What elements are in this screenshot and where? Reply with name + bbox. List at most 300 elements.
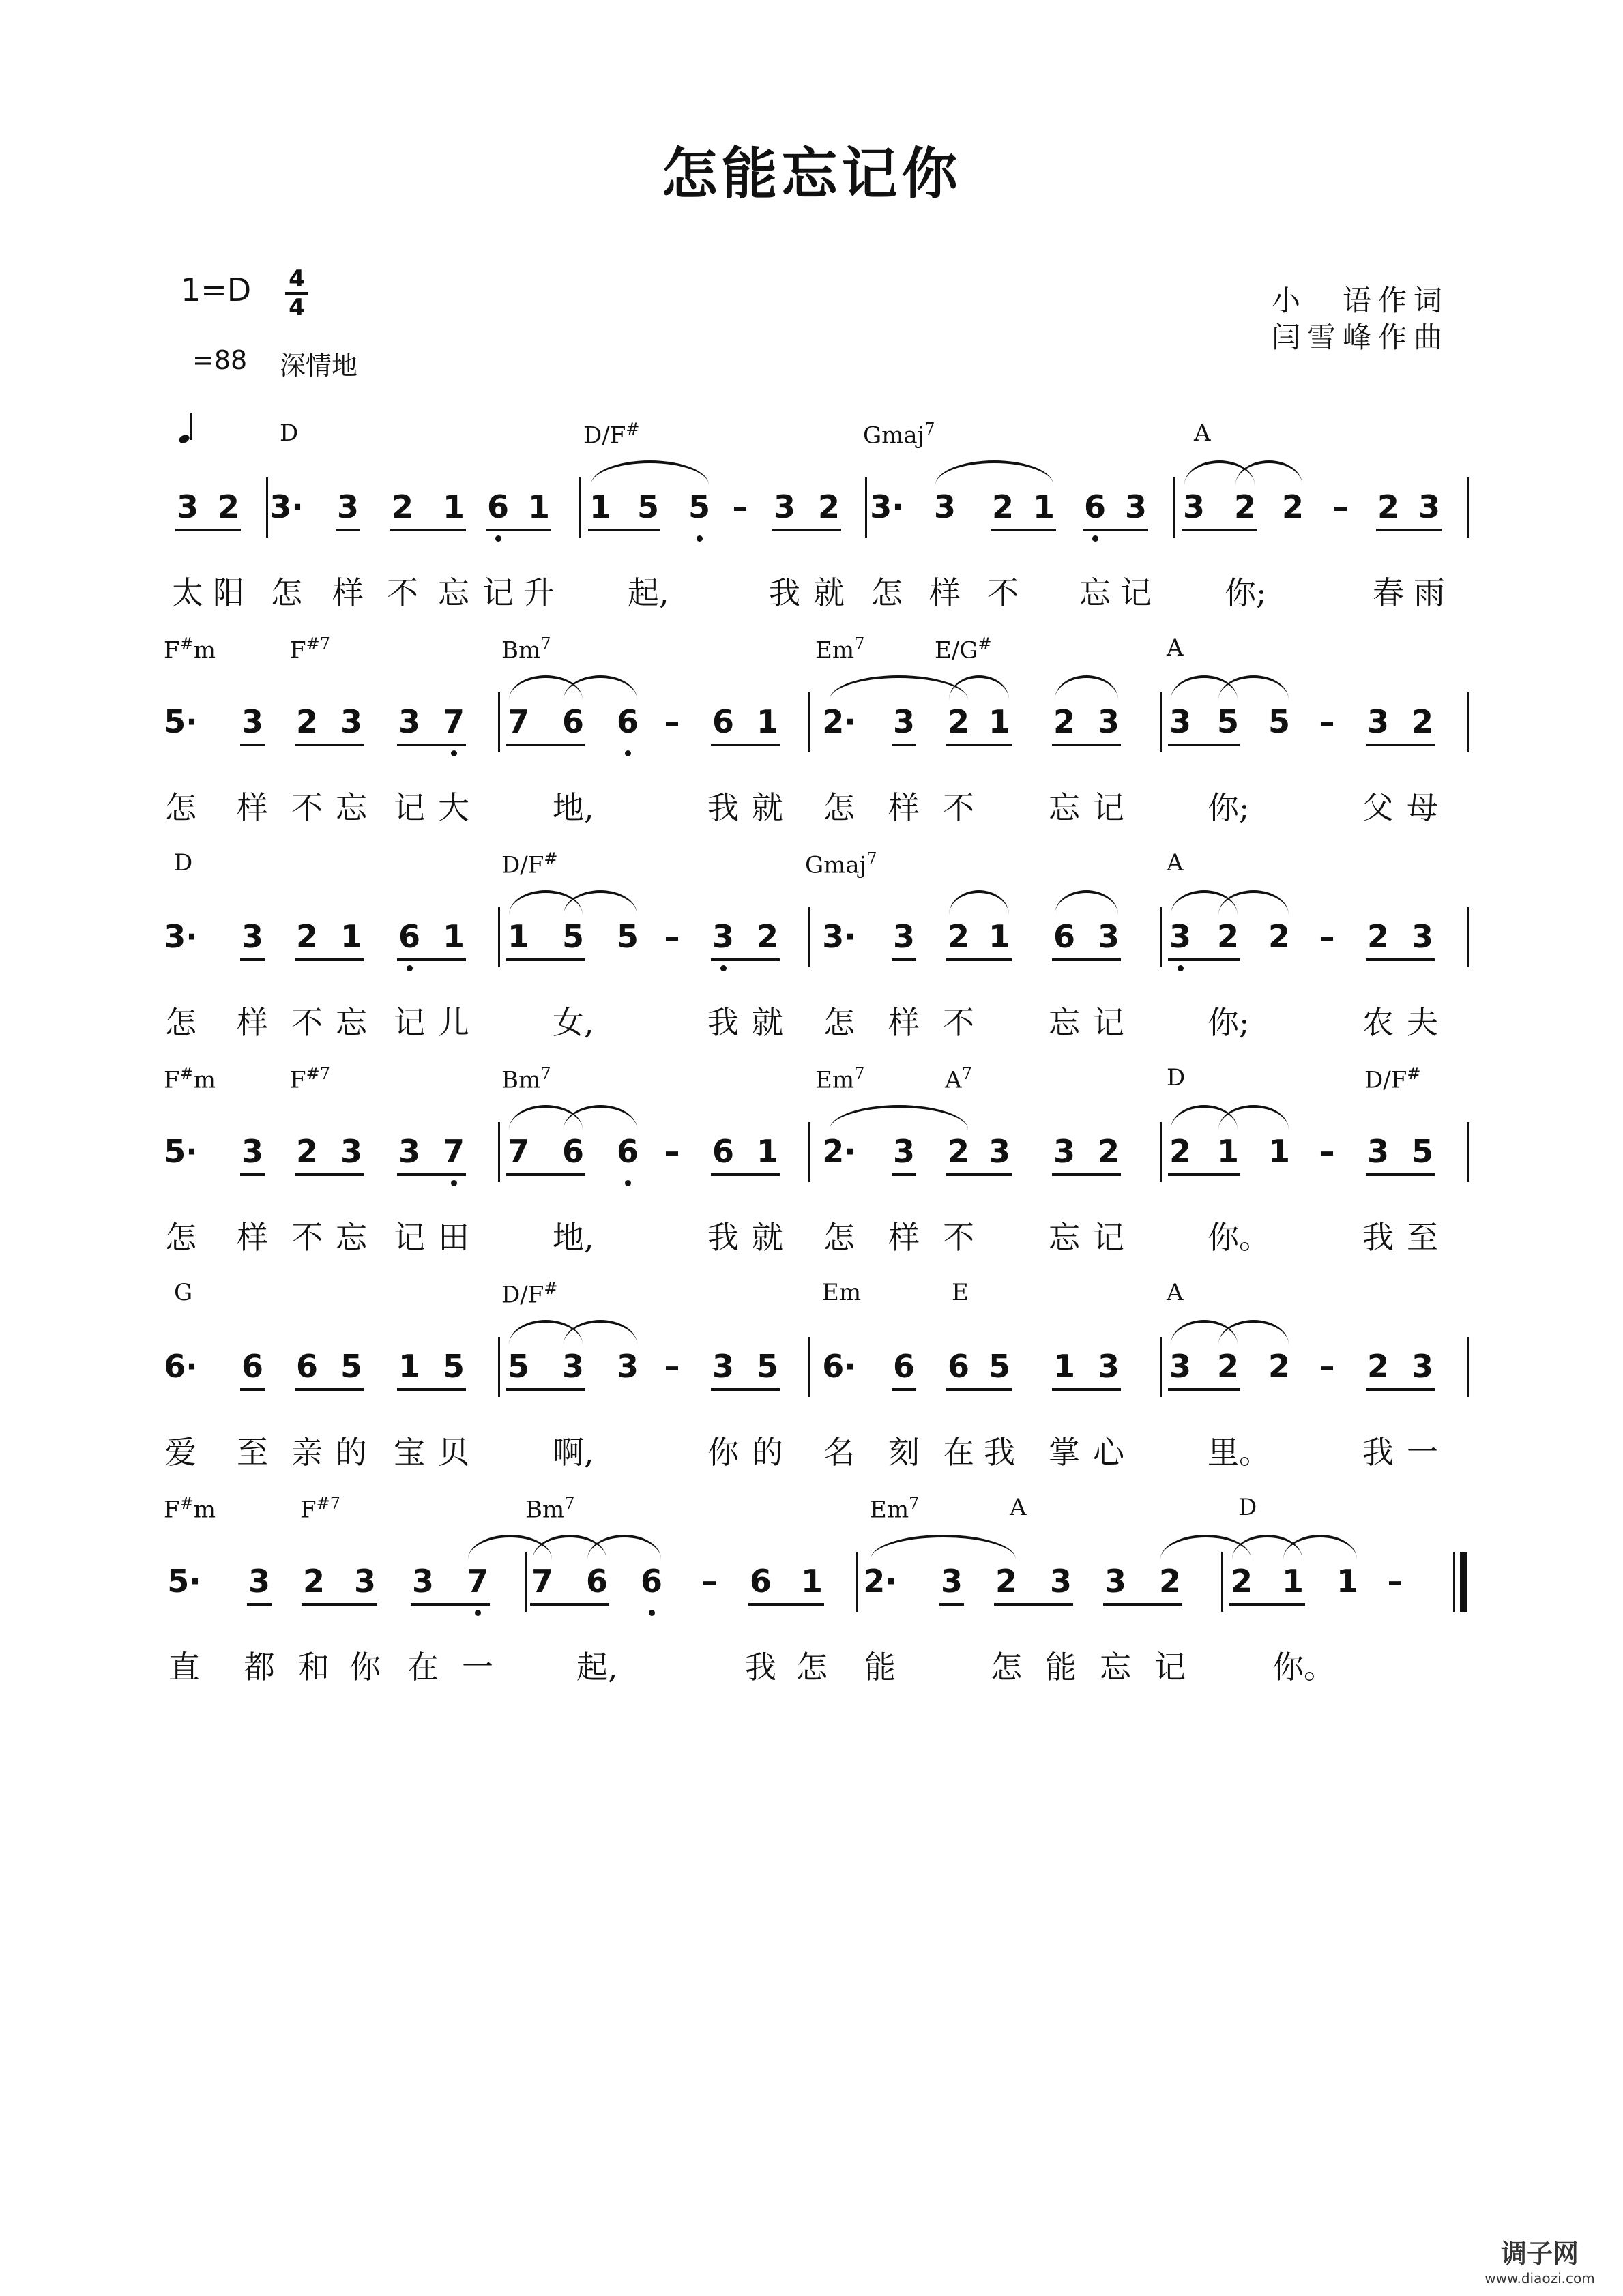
jianpu-note: 2 xyxy=(947,703,969,740)
slur-tie xyxy=(949,675,1009,700)
barline xyxy=(498,692,500,752)
jianpu-note: – xyxy=(1319,1348,1335,1385)
lyric-char: 贝 xyxy=(438,1434,469,1471)
jianpu-note: 1 xyxy=(1336,1563,1358,1600)
lyric-char: 不 xyxy=(943,1219,974,1256)
jianpu-note: 3 xyxy=(1366,703,1389,740)
chord-symbol: Em$^7$ xyxy=(870,1494,920,1524)
staff-row-2 xyxy=(0,634,1623,853)
lyric-char: 不 xyxy=(943,1004,974,1041)
lyric-char: 忘 xyxy=(336,789,367,826)
lyric-char: 直 xyxy=(169,1649,200,1686)
lyric-char: 一 xyxy=(1407,1434,1438,1471)
chord-symbol: Bm$^7$ xyxy=(525,1494,575,1524)
staff-row-5 xyxy=(0,1279,1623,1497)
beam-underline xyxy=(1168,1388,1240,1391)
jianpu-note: 1 xyxy=(1268,1133,1290,1170)
chord-symbol: D xyxy=(174,849,193,877)
lyric-char: 我 xyxy=(707,1219,739,1256)
chord-symbol: D xyxy=(1238,1494,1257,1521)
jianpu-note: – xyxy=(1319,703,1335,740)
jianpu-note: 3 xyxy=(561,1348,584,1385)
jianpu-note: 3 xyxy=(1411,918,1433,955)
jianpu-note: 1 xyxy=(589,488,611,525)
lyric-char: 至 xyxy=(1407,1219,1438,1256)
barline xyxy=(266,477,268,538)
beam-underline xyxy=(397,1388,466,1391)
lyric-char: 记 xyxy=(482,574,514,611)
song-title: 怎能忘记你 xyxy=(661,142,962,207)
watermark-name: 调子网 xyxy=(1500,2239,1579,2269)
lyric-char: 怎 xyxy=(823,789,855,826)
slur-tie xyxy=(564,675,637,700)
barline xyxy=(808,907,810,967)
lyric-char: 不 xyxy=(943,789,974,826)
lyric-char: 怎 xyxy=(165,1219,196,1256)
beam-underline xyxy=(772,529,841,531)
jianpu-note: 2 xyxy=(295,703,318,740)
slur-tie xyxy=(564,1105,637,1130)
lyric-char: 忘 xyxy=(1100,1649,1131,1686)
jianpu-note: 2 xyxy=(1216,1348,1239,1385)
octave-dot xyxy=(720,965,727,971)
lyric-char: 起, xyxy=(576,1649,618,1686)
lyric-char: 我 xyxy=(707,789,739,826)
beam-underline xyxy=(397,744,466,746)
lyric-char: 阳 xyxy=(213,574,244,611)
jianpu-note: 6· xyxy=(822,1348,856,1385)
jianpu-note: 3 xyxy=(616,1348,639,1385)
slur-tie xyxy=(871,1535,1016,1559)
jianpu-note: – xyxy=(1332,488,1349,525)
jianpu-note: 2 xyxy=(391,488,413,525)
lyric-char: 一 xyxy=(462,1649,493,1686)
beam-underline xyxy=(1052,1388,1121,1391)
jianpu-note: 5 xyxy=(507,1348,529,1385)
beam-underline xyxy=(1366,1388,1435,1391)
jianpu-note: 6 xyxy=(947,1348,969,1385)
jianpu-note: 2 xyxy=(1097,1133,1120,1170)
beam-underline xyxy=(711,1173,780,1176)
lyric-char: 在 xyxy=(943,1434,974,1471)
jianpu-note: 3 xyxy=(1169,1348,1191,1385)
slur-tie xyxy=(591,460,709,485)
beam-underline xyxy=(892,1173,916,1176)
beam-underline xyxy=(892,958,916,961)
jianpu-note: 5 xyxy=(637,488,659,525)
lyric-char: 掌 xyxy=(1049,1434,1080,1471)
octave-dot xyxy=(407,965,413,971)
lyric-char: 你 xyxy=(707,1434,739,1471)
lyric-char: 不 xyxy=(387,574,418,611)
jianpu-note: 3 xyxy=(1124,488,1147,525)
lyric-char: 地, xyxy=(553,1219,594,1256)
lyric-char: 你; xyxy=(1208,1004,1250,1041)
barline xyxy=(1160,1122,1162,1182)
barline xyxy=(808,1122,810,1182)
jianpu-note: 3 xyxy=(1097,1348,1120,1385)
lyric-char: 宝 xyxy=(394,1434,425,1471)
lyric-char: 爱 xyxy=(165,1434,196,1471)
lyric-char: 怎 xyxy=(991,1649,1022,1686)
beam-underline xyxy=(939,1603,964,1606)
jianpu-note: – xyxy=(664,1348,680,1385)
jianpu-note: 3 xyxy=(176,488,199,525)
jianpu-note: 5 xyxy=(1268,703,1290,740)
octave-dot xyxy=(1092,535,1098,542)
jianpu-note: 5· xyxy=(164,703,198,740)
chord-symbol: F#m xyxy=(164,1064,216,1094)
lyric-char: 样 xyxy=(888,1219,920,1256)
beam-underline xyxy=(506,1173,585,1176)
octave-dot xyxy=(625,1180,631,1186)
chord-symbol: Bm$^7$ xyxy=(501,634,551,664)
beam-underline xyxy=(506,1388,585,1391)
beam-underline xyxy=(1168,958,1240,961)
lyric-char: 记 xyxy=(1120,574,1152,611)
lyric-char: 怎 xyxy=(271,574,302,611)
jianpu-note: 7 xyxy=(466,1563,488,1600)
barline xyxy=(856,1552,858,1612)
octave-dot xyxy=(649,1610,655,1616)
jianpu-note: 3· xyxy=(870,488,904,525)
octave-dot xyxy=(1178,965,1184,971)
beam-underline xyxy=(295,1388,364,1391)
slur-tie xyxy=(564,890,637,915)
chord-symbol: A xyxy=(1194,420,1211,447)
lyric-char: 能 xyxy=(864,1649,896,1686)
chord-symbol: D/F# xyxy=(501,1279,558,1309)
lyric-char: 太 xyxy=(172,574,203,611)
lyric-char: 父 xyxy=(1362,789,1394,826)
lyric-char: 怎 xyxy=(823,1004,855,1041)
jianpu-note: 3 xyxy=(353,1563,376,1600)
jianpu-note: 2 xyxy=(1377,488,1399,525)
jianpu-note: 6 xyxy=(241,1348,263,1385)
jianpu-note: 3 xyxy=(892,918,915,955)
jianpu-note: – xyxy=(732,488,748,525)
jianpu-note: 3 xyxy=(241,703,263,740)
composer-credit: 闫雪峰作曲 xyxy=(1271,321,1449,354)
beam-underline xyxy=(411,1603,490,1606)
jianpu-note: 5 xyxy=(756,1348,778,1385)
barline xyxy=(579,477,581,538)
lyric-char: 你。 xyxy=(1208,1219,1270,1256)
chord-symbol: A xyxy=(1167,1279,1184,1306)
chord-symbol: $F^{\#7}$ xyxy=(290,634,330,664)
jianpu-note: 1 xyxy=(442,918,465,955)
jianpu-note: 1 xyxy=(1281,1563,1304,1600)
slur-tie xyxy=(830,1105,968,1130)
beam-underline xyxy=(506,744,585,746)
lyric-char: 怎 xyxy=(823,1219,855,1256)
slur-tie xyxy=(830,675,968,700)
lyricist-credit: 小 语作词 xyxy=(1271,284,1449,317)
lyric-char: 记 xyxy=(394,789,425,826)
jianpu-note: 2· xyxy=(822,703,856,740)
jianpu-note: 6 xyxy=(640,1563,662,1600)
jianpu-note: 2 xyxy=(1053,703,1075,740)
jianpu-note: 2 xyxy=(817,488,840,525)
jianpu-note: 2 xyxy=(1169,1133,1191,1170)
jianpu-note: 3 xyxy=(241,918,263,955)
jianpu-note: 3 xyxy=(336,488,359,525)
jianpu-note: 6 xyxy=(712,1133,734,1170)
jianpu-note: 1 xyxy=(1053,1348,1075,1385)
beam-underline xyxy=(946,1388,1012,1391)
jianpu-note: 3 xyxy=(241,1133,263,1170)
lyric-char: 你。 xyxy=(1272,1649,1335,1686)
lyric-char: 不 xyxy=(291,1219,323,1256)
jianpu-note: 3 xyxy=(398,1133,420,1170)
barline xyxy=(808,1337,810,1397)
time-signature xyxy=(285,267,308,319)
octave-dot xyxy=(451,750,457,756)
lyric-char: 亲 xyxy=(291,1434,323,1471)
lyric-char: 样 xyxy=(332,574,364,611)
slur-tie xyxy=(935,460,1053,485)
jianpu-note: 2 xyxy=(302,1563,325,1600)
chord-symbol: A xyxy=(1167,849,1184,877)
lyric-char: 儿 xyxy=(438,1004,469,1041)
beam-underline xyxy=(1103,1603,1182,1606)
jianpu-note: 5 xyxy=(688,488,710,525)
chord-symbol: D/F# xyxy=(583,420,640,450)
lyric-char: 记 xyxy=(1154,1649,1186,1686)
chord-symbol: D/F# xyxy=(1364,1064,1421,1094)
beam-underline xyxy=(397,1173,466,1176)
beam-underline xyxy=(397,958,466,961)
jianpu-note: 3 xyxy=(940,1563,963,1600)
lyric-char: 母 xyxy=(1407,789,1438,826)
lyric-char: 忘 xyxy=(1049,1004,1080,1041)
chord-symbol: $F^{\#7}$ xyxy=(290,1064,330,1094)
lyric-char: 心 xyxy=(1093,1434,1124,1471)
jianpu-note: – xyxy=(1319,918,1335,955)
beam-underline xyxy=(336,529,360,531)
beam-underline xyxy=(295,1173,364,1176)
lyric-char: 记 xyxy=(1093,1004,1124,1041)
jianpu-note: 5 xyxy=(442,1348,465,1385)
beam-underline xyxy=(302,1603,377,1606)
barline xyxy=(1160,1337,1162,1397)
jianpu-note: – xyxy=(1387,1563,1403,1600)
lyric-char: 春 xyxy=(1373,574,1404,611)
beam-underline xyxy=(240,1173,265,1176)
slur-tie xyxy=(1235,460,1302,485)
jianpu-note: – xyxy=(1319,1133,1335,1170)
barline xyxy=(525,1552,527,1612)
barline xyxy=(498,1337,500,1397)
jianpu-note: 5· xyxy=(164,1133,198,1170)
octave-dot xyxy=(451,1180,457,1186)
beam-underline xyxy=(1052,1173,1121,1176)
jianpu-note: 3 xyxy=(1182,488,1205,525)
lyric-char: 不 xyxy=(291,789,323,826)
jianpu-note: 1 xyxy=(1216,1133,1239,1170)
jianpu-note: 3 xyxy=(1104,1563,1126,1600)
jianpu-note: 6 xyxy=(616,703,639,740)
barline xyxy=(1467,1122,1469,1182)
barline xyxy=(498,1122,500,1182)
lyric-char: 就 xyxy=(752,789,783,826)
jianpu-note: 3 xyxy=(248,1563,270,1600)
lyric-char: 和 xyxy=(298,1649,330,1686)
jianpu-note: 2 xyxy=(947,918,969,955)
lyric-char: 刻 xyxy=(888,1434,920,1471)
watermark xyxy=(1472,2233,1608,2286)
chord-symbol: D xyxy=(280,420,299,447)
barline xyxy=(808,692,810,752)
chord-symbol: Em$^7$ xyxy=(815,634,865,664)
chord-symbol: D xyxy=(1167,1064,1186,1091)
jianpu-note: 1 xyxy=(756,1133,778,1170)
barline xyxy=(1160,692,1162,752)
jianpu-note: 3 xyxy=(1366,1133,1389,1170)
slur-tie xyxy=(1283,1535,1357,1559)
lyric-char: 忘 xyxy=(336,1004,367,1041)
barline xyxy=(1467,1337,1469,1397)
lyric-char: 在 xyxy=(407,1649,439,1686)
tempo-value: =88 xyxy=(192,345,248,375)
slur-tie xyxy=(587,1535,661,1559)
jianpu-note: 3 xyxy=(1097,703,1120,740)
jianpu-note: 3 xyxy=(773,488,795,525)
jianpu-note: 2 xyxy=(947,1133,969,1170)
jianpu-note: 6 xyxy=(616,1133,639,1170)
beam-underline xyxy=(530,1603,609,1606)
staff-row-4 xyxy=(0,1064,1623,1282)
jianpu-note: 5 xyxy=(988,1348,1010,1385)
chord-symbol: $A^7$ xyxy=(945,1064,972,1094)
chord-symbol: G xyxy=(174,1279,193,1306)
beam-underline xyxy=(240,744,265,746)
chord-symbol: $F^{\#7}$ xyxy=(300,1494,340,1524)
lyric-char: 怎 xyxy=(165,789,196,826)
slur-tie xyxy=(564,1320,637,1344)
jianpu-note: – xyxy=(664,703,680,740)
jianpu-note: 5 xyxy=(1216,703,1239,740)
beam-underline xyxy=(892,1388,916,1391)
jianpu-note: – xyxy=(664,918,680,955)
jianpu-note: 7 xyxy=(442,1133,465,1170)
octave-dot xyxy=(495,535,501,542)
jianpu-note: 2· xyxy=(822,1133,856,1170)
lyric-char: 你 xyxy=(349,1649,381,1686)
beam-underline xyxy=(711,1388,780,1391)
lyric-char: 我 xyxy=(769,574,800,611)
lyric-char: 就 xyxy=(752,1004,783,1041)
staff-row-6 xyxy=(0,1494,1623,1712)
lyric-char: 忘 xyxy=(1049,1219,1080,1256)
jianpu-note: 3 xyxy=(340,703,362,740)
jianpu-note: 2 xyxy=(1366,1348,1389,1385)
barline xyxy=(1221,1552,1223,1612)
chord-symbol: Em$^7$ xyxy=(815,1064,865,1094)
jianpu-note: 2 xyxy=(1281,488,1304,525)
jianpu-note: 6 xyxy=(295,1348,318,1385)
lyric-char: 就 xyxy=(752,1219,783,1256)
expression-marking: 深情地 xyxy=(280,351,358,381)
jianpu-note: 1 xyxy=(442,488,465,525)
jianpu-note: 2 xyxy=(1411,703,1433,740)
jianpu-note: 3· xyxy=(164,918,198,955)
jianpu-note: 6 xyxy=(749,1563,772,1600)
chord-symbol: Bm$^7$ xyxy=(501,1064,551,1094)
beam-underline xyxy=(486,529,551,531)
jianpu-note: 3 xyxy=(1169,703,1191,740)
lyric-char: 女, xyxy=(553,1004,594,1041)
beam-underline xyxy=(588,529,660,531)
lyric-char: 里。 xyxy=(1208,1434,1270,1471)
lyric-char: 忘 xyxy=(438,574,469,611)
lyric-char: 大 xyxy=(438,789,469,826)
lyric-char: 忘 xyxy=(1079,574,1111,611)
octave-dot xyxy=(475,1610,481,1616)
lyric-char: 起, xyxy=(628,574,669,611)
jianpu-note: 5· xyxy=(167,1563,201,1600)
jianpu-note: 1 xyxy=(340,918,362,955)
lyric-char: 怎 xyxy=(871,574,903,611)
jianpu-note: 3 xyxy=(1097,918,1120,955)
jianpu-note: 7 xyxy=(442,703,465,740)
lyric-char: 我 xyxy=(984,1434,1015,1471)
beam-underline xyxy=(711,744,780,746)
lyric-char: 记 xyxy=(394,1219,425,1256)
beam-underline xyxy=(946,958,1012,961)
beam-underline xyxy=(1366,744,1435,746)
jianpu-note: 6 xyxy=(1053,918,1075,955)
watermark-url: www.diaozi.com xyxy=(1485,2270,1595,2286)
lyric-char: 忘 xyxy=(336,1219,367,1256)
lyric-char: 样 xyxy=(888,789,920,826)
lyric-char: 夫 xyxy=(1407,1004,1438,1041)
slur-tie xyxy=(1218,890,1289,915)
jianpu-note: 3 xyxy=(988,1133,1010,1170)
final-barline-thin xyxy=(1453,1552,1455,1612)
jianpu-note: 1 xyxy=(398,1348,420,1385)
beam-underline xyxy=(1366,1173,1435,1176)
beam-underline xyxy=(892,744,916,746)
chord-symbol: Gmaj$^7$ xyxy=(805,849,877,879)
lyric-char: 都 xyxy=(244,1649,275,1686)
beam-underline xyxy=(991,529,1056,531)
final-barline-thick xyxy=(1461,1552,1467,1612)
jianpu-note: 6· xyxy=(164,1348,198,1385)
jianpu-note: 3 xyxy=(1418,488,1440,525)
jianpu-note: 3 xyxy=(1049,1563,1072,1600)
jianpu-note: 1 xyxy=(1032,488,1055,525)
beam-underline xyxy=(1376,529,1442,531)
lyric-char: 至 xyxy=(237,1434,268,1471)
lyric-char: 的 xyxy=(336,1434,367,1471)
barline xyxy=(1467,477,1469,538)
beam-underline xyxy=(748,1603,824,1606)
lyric-char: 升 xyxy=(523,574,555,611)
staff-row-3 xyxy=(0,849,1623,1068)
lyric-char: 样 xyxy=(888,1004,920,1041)
key-signature: 1=D xyxy=(181,271,252,308)
beam-underline xyxy=(1168,1173,1240,1176)
jianpu-note: 2· xyxy=(863,1563,897,1600)
jianpu-note: 5 xyxy=(616,918,639,955)
chord-symbol: E/G# xyxy=(935,634,992,664)
lyric-char: 记 xyxy=(1093,789,1124,826)
beam-underline xyxy=(946,1173,1012,1176)
jianpu-note: 6 xyxy=(486,488,509,525)
jianpu-note: 3· xyxy=(822,918,856,955)
lyric-char: 样 xyxy=(237,1004,268,1041)
